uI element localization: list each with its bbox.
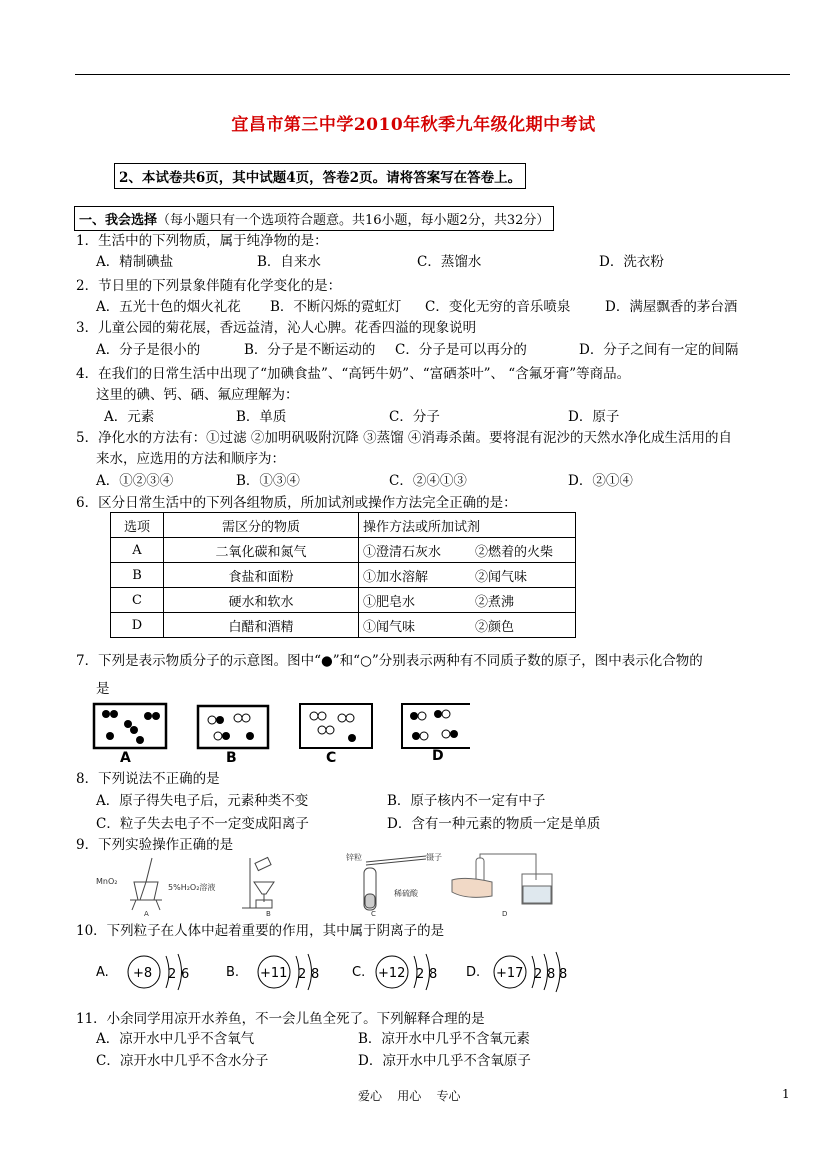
table-cell: ①加水溶解 — [359, 563, 472, 588]
table-cell: D — [111, 613, 164, 638]
q4-stem: 4．在我们的日常生活中出现了“加碘食盐”、“高钙牛奶”、“富硒茶叶”、 “含氟牙膏”等商品。 — [76, 366, 631, 382]
ion-diagram-a — [96, 954, 189, 990]
q8-option-c: C．粒子失去电子不一定变成阳离子 — [96, 816, 309, 832]
q3-option-b: B．分子是不断运动的 — [244, 342, 376, 358]
q11-option-d: D．凉开水中几乎不含氧原子 — [358, 1053, 531, 1069]
q11-option-a: A．凉开水中几乎不含氧气 — [96, 1031, 255, 1047]
q7-label-b: B — [226, 750, 237, 764]
q5-option-b: B．①③④ — [236, 473, 300, 489]
table-cell: ②闻气味 — [471, 563, 576, 588]
q3-stem: 3．儿童公园的菊花展，香远益清，沁人心脾。花香四溢的现象说明 — [76, 320, 477, 336]
ion-d-e1: 2 — [534, 967, 543, 982]
table-cell: ②煮沸 — [471, 588, 576, 613]
q7-stem: 7．下列是表示物质分子的示意图。图中“●”和“○”分别表示两种有不同质子数的原子，图中表示化合物的 — [76, 653, 703, 669]
apparatus-c-icon — [346, 852, 442, 918]
ion-diagram-b — [226, 954, 319, 990]
q5-option-c: C．②④①③ — [389, 473, 467, 489]
ion-a-nucleus: +8 — [133, 966, 153, 981]
q2-option-a: A．五光十色的烟火礼花 — [96, 299, 241, 315]
table-row — [111, 538, 576, 563]
q7-label-d: D — [432, 748, 444, 764]
q6-stem: 6．区分日常生活中的下列各组物质，所加试剂或操作方法完全正确的是： — [76, 495, 517, 511]
ion-diagram-d — [466, 952, 567, 992]
table-cell: ②燃着的火柴 — [471, 538, 576, 563]
q1-stem: 1．生活中的下列物质，属于纯净物的是： — [76, 233, 328, 249]
ion-b-nucleus: +11 — [260, 966, 288, 981]
ion-d-nucleus: +17 — [496, 966, 524, 981]
q9-stem: 9．下列实验操作正确的是 — [76, 837, 234, 853]
q4-option-c: C．分子 — [389, 409, 440, 425]
q1-option-d: D．洗衣粉 — [599, 254, 664, 270]
q4-option-a: A．元素 — [104, 409, 155, 425]
label-acid: 稀硫酸 — [394, 889, 418, 898]
q1-option-c: C．蒸馏水 — [417, 254, 482, 270]
table-cell: B — [111, 563, 164, 588]
table-cell: 硬水和软水 — [164, 588, 359, 613]
table-cell: ①肥皂水 — [359, 588, 472, 613]
label-h2o2: 5%H₂O₂溶液 — [168, 883, 216, 892]
q2-option-c: C．变化无穷的音乐喷泉 — [425, 299, 571, 315]
table-row — [111, 588, 576, 613]
ion-d-label: D. — [466, 965, 481, 980]
molecule-box-b — [198, 706, 268, 764]
q10-stem: 10．下列粒子在人体中起着重要的作用，其中属于阴离子的是 — [76, 923, 445, 939]
table-cell: 食盐和面粉 — [164, 563, 359, 588]
q8-option-b: B．原子核内不一定有中子 — [387, 793, 546, 809]
ion-b-label: B. — [226, 965, 240, 980]
section-heading — [74, 206, 554, 231]
table-cell: ①澄清石灰水 — [359, 538, 472, 563]
ion-d-e3: 8 — [559, 967, 568, 982]
q8-stem: 8．下列说法不正确的是 — [76, 771, 220, 787]
apparatus-d-icon — [452, 854, 552, 918]
q7-label-a: A — [120, 750, 131, 764]
q7-molecule-diagrams — [90, 700, 470, 764]
q6-table — [110, 512, 576, 638]
footer-slogan: 爱心 用心 专心 — [358, 1089, 461, 1103]
apparatus-b-icon — [242, 857, 274, 918]
table-header-row — [111, 513, 576, 538]
table-cell: ②颜色 — [471, 613, 576, 638]
q11-option-b: B．凉开水中几乎不含氧元素 — [358, 1031, 530, 1047]
ion-c-nucleus: +12 — [378, 966, 406, 981]
table-cell: C — [111, 588, 164, 613]
q9-label-c: C — [371, 910, 376, 918]
q1-option-b: B．自来水 — [257, 254, 321, 270]
q8-option-a: A．原子得失电子后，元素种类不变 — [96, 793, 309, 809]
header-rule — [75, 74, 790, 75]
molecule-box-a — [94, 704, 166, 764]
q5-stem-cont: 来水，应选用的方法和顺序为： — [96, 451, 285, 467]
table-cell: 二氧化碳和氮气 — [164, 538, 359, 563]
q2-option-b: B．不断闪烁的霓虹灯 — [270, 299, 402, 315]
notice-box: 2、本试卷共6页，其中试题4页，答卷2页。请将答案写在答卷上。 — [114, 163, 526, 189]
ion-d-e2: 8 — [547, 967, 556, 982]
q9-apparatus-images — [96, 852, 556, 918]
q5-option-a: A．①②③④ — [96, 473, 174, 489]
q10-ion-diagrams — [90, 950, 590, 996]
q3-option-a: A．分子是很小的 — [96, 342, 201, 358]
ion-a-e2: 6 — [181, 967, 190, 982]
page-title: 宜昌市第三中学2010年秋季九年级化期中考试 — [231, 115, 596, 135]
ion-c-e1: 2 — [416, 967, 425, 982]
q7-stem-cont: 是 — [96, 681, 110, 697]
q8-option-d: D．含有一种元素的物质一定是单质 — [387, 816, 601, 832]
ion-b-e2: 8 — [311, 967, 320, 982]
page-number: 1 — [782, 1087, 790, 1101]
q7-label-c: C — [326, 750, 337, 764]
q11-option-c: C．凉开水中几乎不含水分子 — [96, 1053, 269, 1069]
table-row — [111, 563, 576, 588]
ion-a-e1: 2 — [168, 967, 177, 982]
table-row — [111, 613, 576, 638]
ion-c-e2: 8 — [429, 967, 438, 982]
molecule-box-d — [402, 704, 470, 764]
q4-option-d: D．原子 — [568, 409, 620, 425]
ion-c-label: C. — [352, 965, 366, 980]
section-title: 一、我会选择 — [79, 213, 158, 228]
q9-label-b: B — [266, 910, 271, 918]
section-note: （每小题只有一个选项符合题意。共16小题，每小题2分，共32分） — [157, 213, 550, 228]
q4-option-b: B．单质 — [236, 409, 287, 425]
table-header-cell: 需区分的物质 — [164, 513, 359, 538]
q4-stem-cont: 这里的碘、钙、硒、氟应理解为： — [96, 387, 299, 403]
molecule-box-c — [300, 704, 372, 764]
table-cell: A — [111, 538, 164, 563]
q9-label-d: D — [502, 910, 508, 918]
label-tweezers: 镊子 — [426, 853, 442, 862]
label-zinc: 锌粒 — [346, 853, 362, 862]
q9-label-a: A — [144, 910, 149, 918]
table-cell: 白醋和酒精 — [164, 613, 359, 638]
q3-option-c: C．分子是可以再分的 — [395, 342, 527, 358]
q2-option-d: D．满屋飘香的茅台酒 — [605, 299, 738, 315]
q5-stem: 5．净化水的方法有：①过滤 ②加明矾吸附沉降 ③蒸馏 ④消毒杀菌。要将混有泥沙的天然水净化成生活用的自 — [76, 430, 732, 446]
q2-stem: 2．节日里的下列景象伴随有化学变化的是： — [76, 278, 342, 294]
q11-stem: 11．小余同学用凉开水养鱼，不一会儿鱼全死了。下列解释合理的是 — [76, 1011, 485, 1027]
q5-option-d: D．②①④ — [568, 473, 633, 489]
ion-a-label: A. — [96, 965, 109, 980]
ion-b-e1: 2 — [298, 967, 307, 982]
table-header-cell: 操作方法或所加试剂 — [359, 513, 576, 538]
table-header-cell: 选项 — [111, 513, 164, 538]
q1-option-a: A．精制碘盐 — [96, 254, 174, 270]
label-mno2: MnO₂ — [96, 877, 118, 886]
q3-option-d: D．分子之间有一定的间隔 — [579, 342, 739, 358]
table-cell: ①闻气味 — [359, 613, 472, 638]
ion-diagram-c — [352, 954, 437, 990]
apparatus-a-icon — [96, 858, 215, 918]
